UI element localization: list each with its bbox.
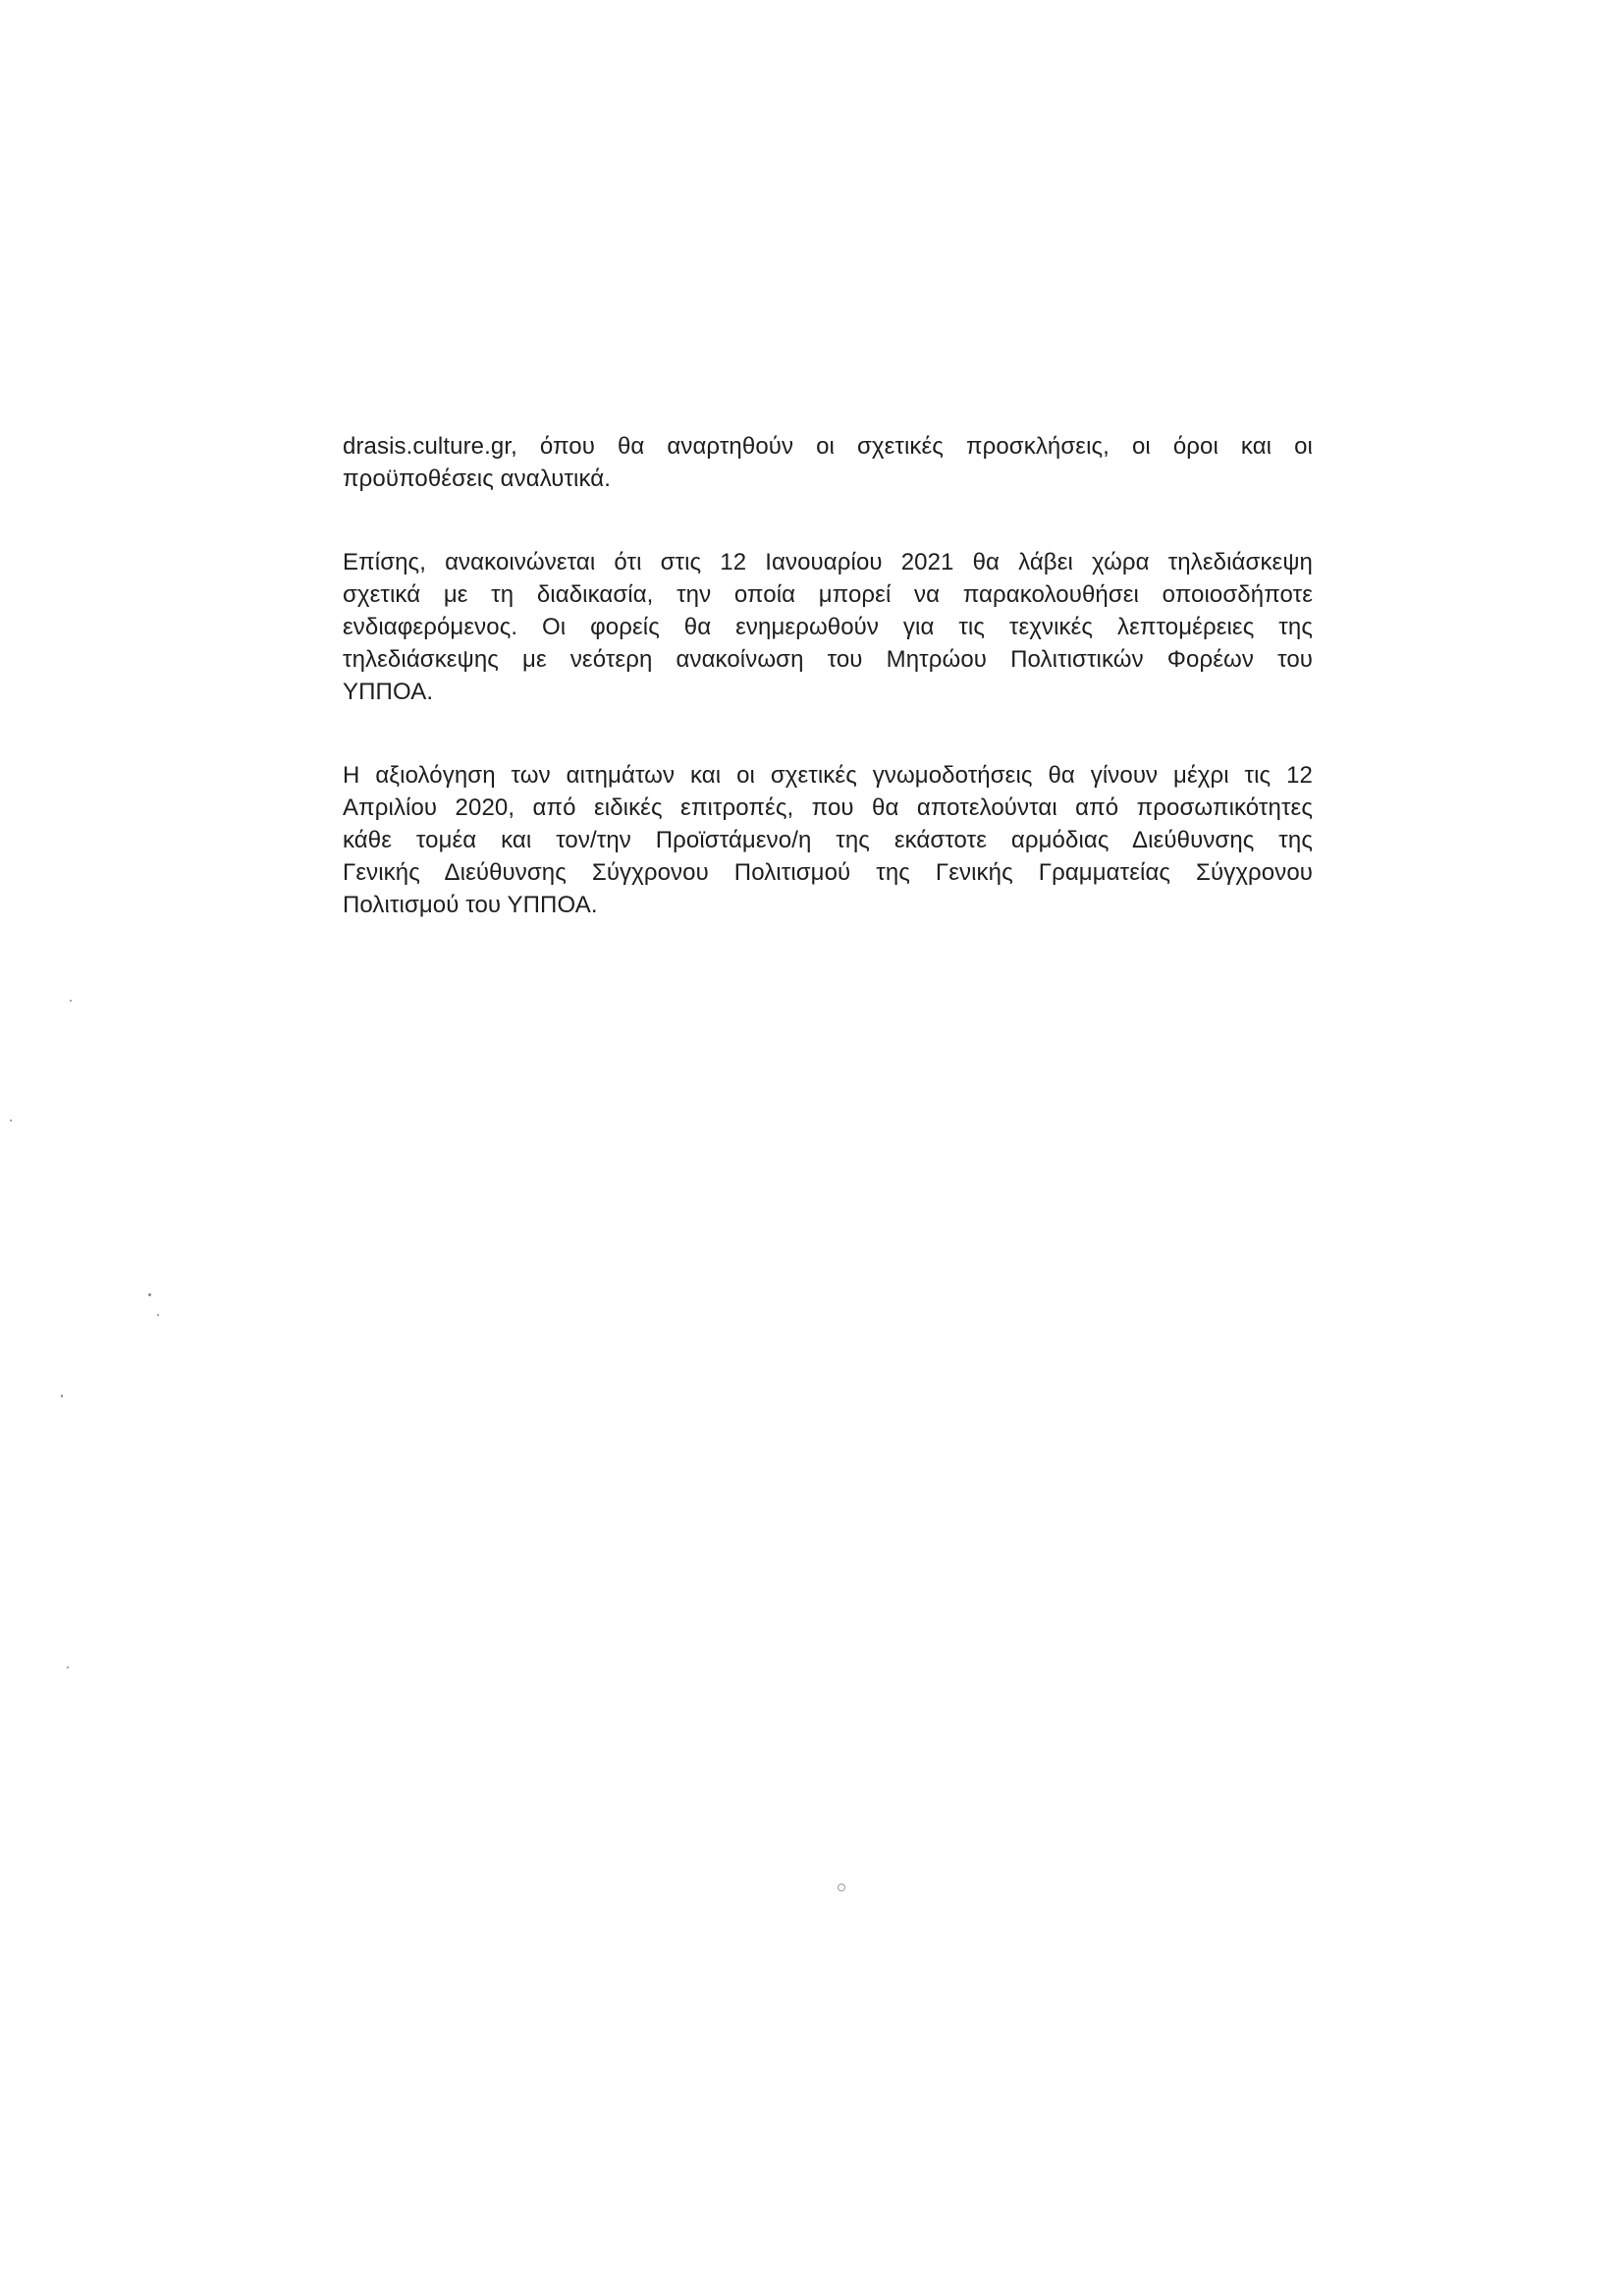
text-line: κάθε τομέα και τον/την Προϊστάμενο/η της εκάστοτε αρμόδιας Διεύθυνσης της: [343, 827, 1313, 853]
text-line: Επίσης, ανακοινώνεται ότι στις 12 Ιανουαρίου 2021 θα λάβει χώρα τηλεδιάσκεψη: [343, 549, 1313, 575]
text-line: Πολιτισμού του ΥΠΠΟΑ.: [343, 892, 598, 918]
scan-speck: [67, 1667, 69, 1668]
text-line: Γενικής Διεύθυνσης Σύγχρονου Πολιτισμού της Γενικής Γραμματείας Σύγχρονου: [343, 859, 1313, 886]
text-line: drasis.culture.gr, όπου θα αναρτηθούν οι σχετικές προσκλήσεις, οι όροι και οι: [343, 433, 1313, 460]
paragraph-evaluation: [343, 759, 1313, 921]
paragraph-teleconference: [343, 546, 1313, 708]
text-line: σχετικά με τη διαδικασία, την οποία μπορεί να παρακολουθήσει οποιοσδήποτε: [343, 581, 1313, 608]
scan-speck: [61, 1394, 63, 1397]
text-line: προϋποθέσεις αναλυτικά.: [343, 465, 612, 492]
scan-speck: [148, 1293, 151, 1296]
scan-speck: [10, 1120, 12, 1121]
text-line: ΥΠΠΟΑ.: [343, 679, 434, 705]
document-body: [343, 430, 1313, 972]
scan-ring: [838, 1884, 845, 1891]
scan-speck: [70, 1000, 72, 1002]
text-line: ενδιαφερόμενος. Οι φορείς θα ενημερωθούν για τις τεχνικές λεπτομέρειες της: [343, 614, 1313, 640]
text-line: Απριλίου 2020, από ειδικές επιτροπές, που θα αποτελούνται από προσωπικότητες: [343, 794, 1313, 821]
paragraph-links: [343, 430, 1313, 495]
text-line: τηλεδιάσκεψης με νεότερη ανακοίνωση του Μητρώου Πολιτιστικών Φορέων του: [343, 646, 1313, 673]
text-line: Η αξιολόγηση των αιτημάτων και οι σχετικές γνωμοδοτήσεις θα γίνουν μέχρι τις 12: [343, 762, 1313, 789]
scan-speck: [157, 1314, 159, 1316]
